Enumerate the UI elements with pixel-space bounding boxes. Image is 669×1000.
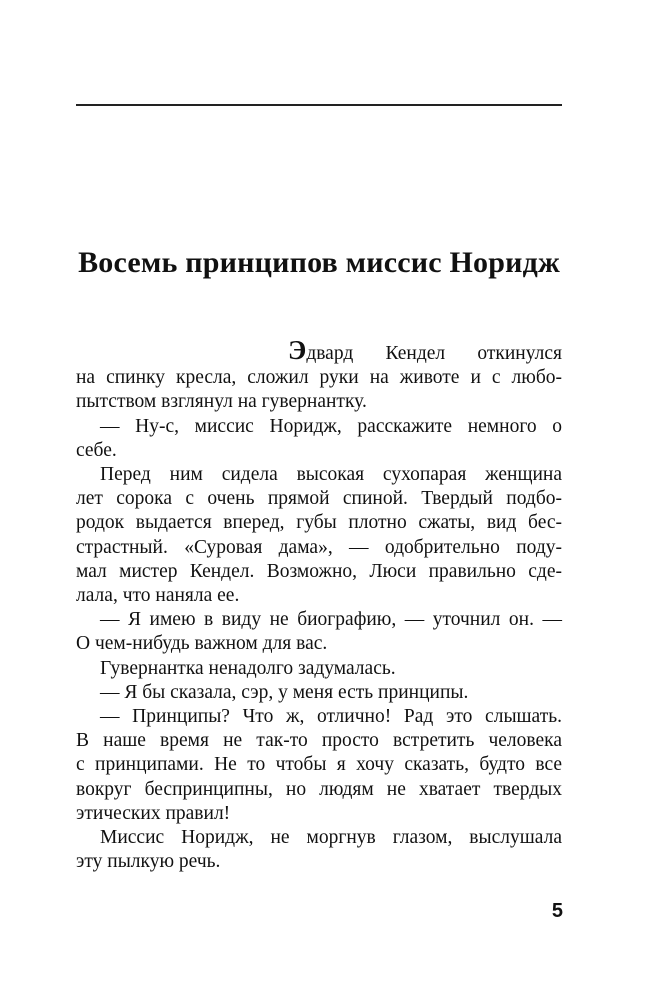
text-line: родок выдается вперед, губы плотно сжаты, вид бес- (76, 512, 562, 534)
body-text (76, 335, 562, 874)
text-line: В наше время не так-то просто встретить человека (76, 730, 562, 752)
text-line: вокруг беспринципны, но людям не хватает твердых (76, 778, 562, 800)
header-rule (76, 104, 562, 106)
text-line: страстный. «Суровая дама», — одобрительно поду- (76, 536, 562, 558)
text-line: лет сорока с очень прямой спиной. Твердый подбо- (76, 488, 562, 510)
text-line: пытством взглянул на гувернантку. (76, 391, 367, 413)
drop-cap: Э (288, 335, 307, 365)
text-line: — Я бы сказала, сэр, у меня есть принципы. (100, 681, 469, 703)
page-number: 5 (551, 900, 563, 922)
text-line: мал мистер Кендел. Возможно, Люси правильно сде- (76, 560, 562, 582)
text-line: себе. (76, 439, 117, 461)
text-line: Гувернантка ненадолго задумалась. (100, 657, 396, 679)
text-line: эту пылкую речь. (76, 851, 221, 873)
text-line: — Я имею в виду не биографию, — уточнил он. — (100, 609, 562, 631)
text-line: Эдвард Кендел откинулся (288, 335, 562, 365)
text-line: О чем-нибудь важном для вас. (76, 633, 328, 655)
text-line: — Принципы? Что ж, отлично! Рад это слышать. (100, 706, 562, 728)
text-line: лала, что наняла ее. (76, 585, 240, 607)
text-line: этических правил! (76, 802, 231, 824)
text-line: Миссис Норидж, не моргнув глазом, выслушала (100, 827, 562, 849)
text-line: с принципами. Не то чтобы я хочу сказать, будто все (76, 754, 562, 776)
text-line: — Ну-с, миссис Норидж, расскажите немного о (100, 415, 562, 437)
chapter-title: Восемь принципов миссис Норидж (78, 246, 560, 279)
text-line: Перед ним сидела высокая сухопарая женщина (100, 464, 562, 486)
text-line: на спинку кресла, сложил руки на животе и с любо- (76, 367, 562, 389)
